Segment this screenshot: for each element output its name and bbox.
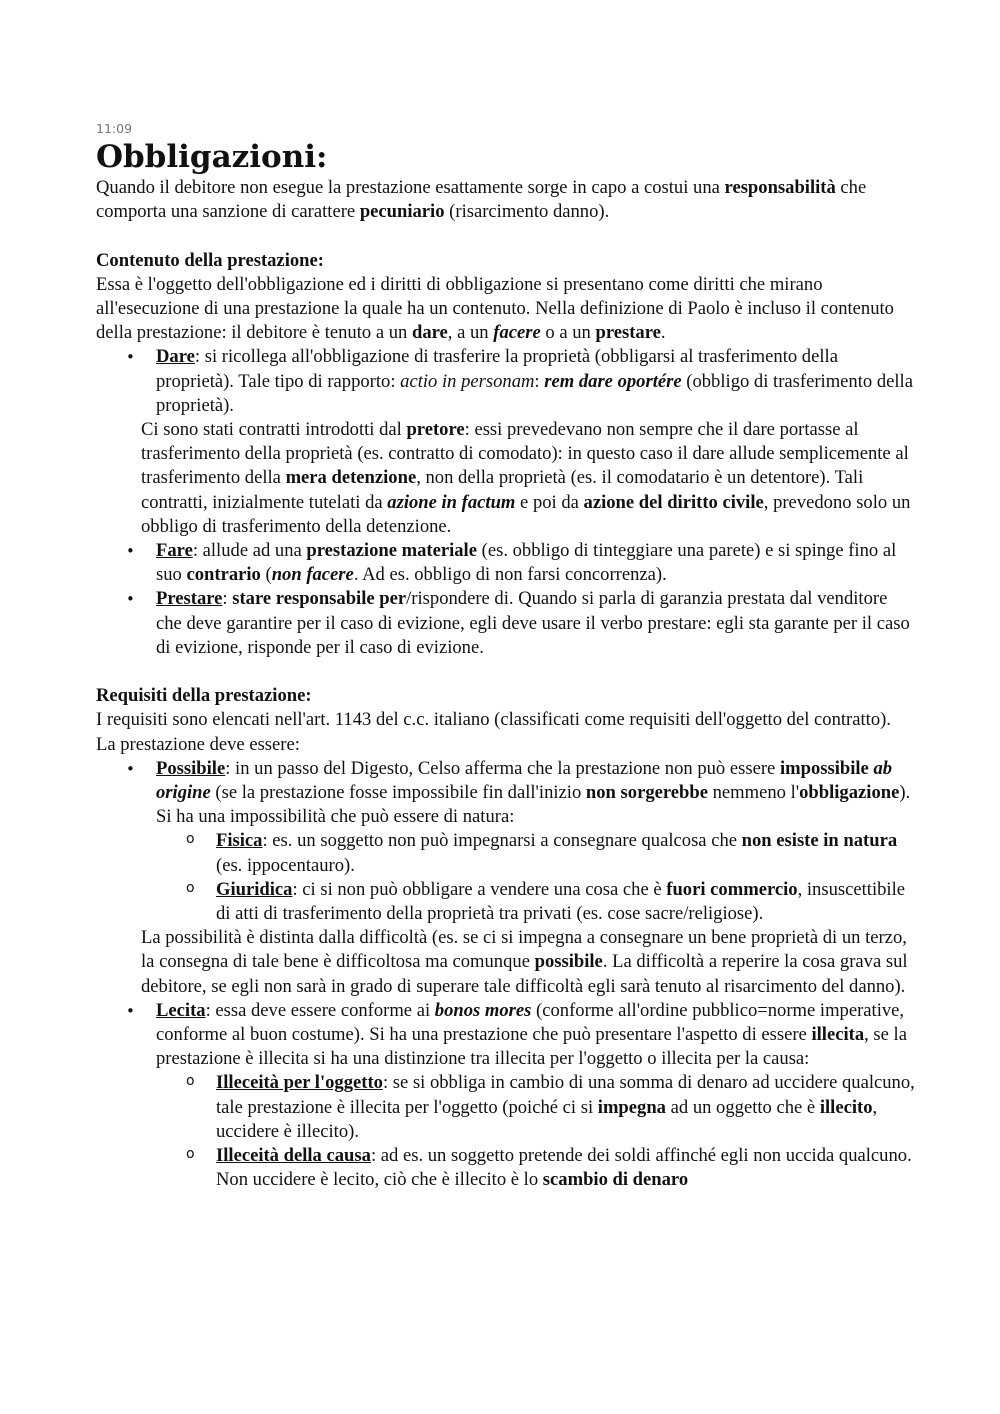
contenuto-list xyxy=(96,345,916,418)
contenuto-list-continued xyxy=(96,539,916,660)
sub-item-giuridica: o Giuridica: ci si non può obbligare a vendere una cosa che è fuori commercio, insuscettibile di atti di trasferimento della proprietà tra privati (es. cose sacre/religiose). xyxy=(96,878,916,926)
document-page xyxy=(96,120,916,1193)
dare-note-paragraph: Ci sono stati contratti introdotti dal pretore: essi prevedevano non sempre che il dare portasse al trasferimento della proprietà (es. contratto di comodato): in questo caso il dare allude semplicemente al trasferimento della mera detenzione, non della proprietà (es. il comodatario è un detentore). Tali contratti, inizialmente tutelati da azione in factum e poi da azione del diritto civile, prevedono solo un obbligo di trasferimento della detenzione. xyxy=(141,419,911,537)
possibilita-note-paragraph: La possibilità è distinta dalla difficoltà (es. se ci si impegna a consegnare un bene proprietà di un terzo, la consegna di tale bene è difficoltosa ma comunque possibile. La difficoltà a reperire la cosa grava sul debitore, se egli non sarà in grado di superare tale difficoltà egli sarà tenuto al risarcimento del danno). xyxy=(141,927,908,997)
page-title: Obbligazioni: xyxy=(96,139,328,175)
sub-item-fisica: o Fisica: es. un soggetto non può impegnarsi a consegnare qualcosa che non esiste in natura (es. ippocentauro). xyxy=(96,829,916,877)
list-item-dare: • Dare: si ricollega all'obbligazione di trasferire la proprietà (obbligarsi al trasferimento della proprietà). Tale tipo di rapporto: actio in personam: rem dare oportére (obbligo di trasferimento della proprietà). xyxy=(96,345,916,418)
requisiti-paragraph: I requisiti sono elencati nell'art. 1143 del c.c. italiano (classificati come requisiti dell'oggetto del contratto). xyxy=(96,709,891,731)
contenuto-paragraph: Essa è l'oggetto dell'obbligazione ed i diritti di obbligazione si presentano come diritti che mirano all'esecuzione di una prestazione la quale ha un contenuto. Nella definizione di Paolo è incluso il contenuto della prestazione: il debitore è tenuto a un dare, a un facere o a un prestare. xyxy=(96,273,894,344)
section-heading-requisiti: Requisiti della prestazione: xyxy=(96,685,312,707)
requisiti-intro: La prestazione deve essere: xyxy=(96,733,300,755)
requisiti-list xyxy=(96,757,916,926)
requisiti-list-continued xyxy=(96,999,916,1193)
note-time: 11:09 xyxy=(96,121,133,136)
section-heading-contenuto: Contenuto della prestazione: xyxy=(96,249,324,271)
list-item-prestare: • Prestare: stare responsabile per/rispondere di. Quando si parla di garanzia prestata dal venditore che deve garantire per il caso di evizione, egli deve usare il verbo prestare: egli sta garante per il caso di evizione, risponde per il caso di evizione. xyxy=(96,587,916,660)
intro-paragraph: Quando il debitore non esegue la prestazione esattamente sorge in capo a costui una responsabilità che comporta una sanzione di carattere pecuniario (risarcimento danno). xyxy=(96,177,867,223)
list-item-lecita: • Lecita: essa deve essere conforme ai bonos mores (conforme all'ordine pubblico=norme imperative, conforme al buon costume). Si ha una prestazione che può presentare l'aspetto di essere illecita, se la prestazione è illecita si ha una distinzione tra illecita per l'oggetto o illecita per la causa: xyxy=(96,999,916,1072)
list-item-possibile: • Possibile: in un passo del Digesto, Celso afferma che la prestazione non può essere impossibile ab origine (se la prestazione fosse impossibile fin dall'inizio non sorgerebbe nemmeno l'obbligazione). Si ha una impossibilità che può essere di natura: xyxy=(96,757,916,830)
sub-item-illeceita-causa: o Illeceità della causa: ad es. un soggetto pretende dei soldi affinché egli non uccida qualcuno. Non uccidere è lecito, ciò che è illecito è lo scambio di denaro xyxy=(96,1144,916,1192)
sub-item-illeceita-oggetto: o Illeceità per l'oggetto: se si obbliga in cambio di una somma di denaro ad uccidere qualcuno, tale prestazione è illecita per l'oggetto (poiché ci si impegna ad un oggetto che è illecito, uccidere è illecito). xyxy=(96,1071,916,1144)
list-item-fare: • Fare: allude ad una prestazione materiale (es. obbligo di tinteggiare una parete) e si spinge fino al suo contrario (non facere. Ad es. obbligo di non farsi concorrenza). xyxy=(96,539,916,587)
